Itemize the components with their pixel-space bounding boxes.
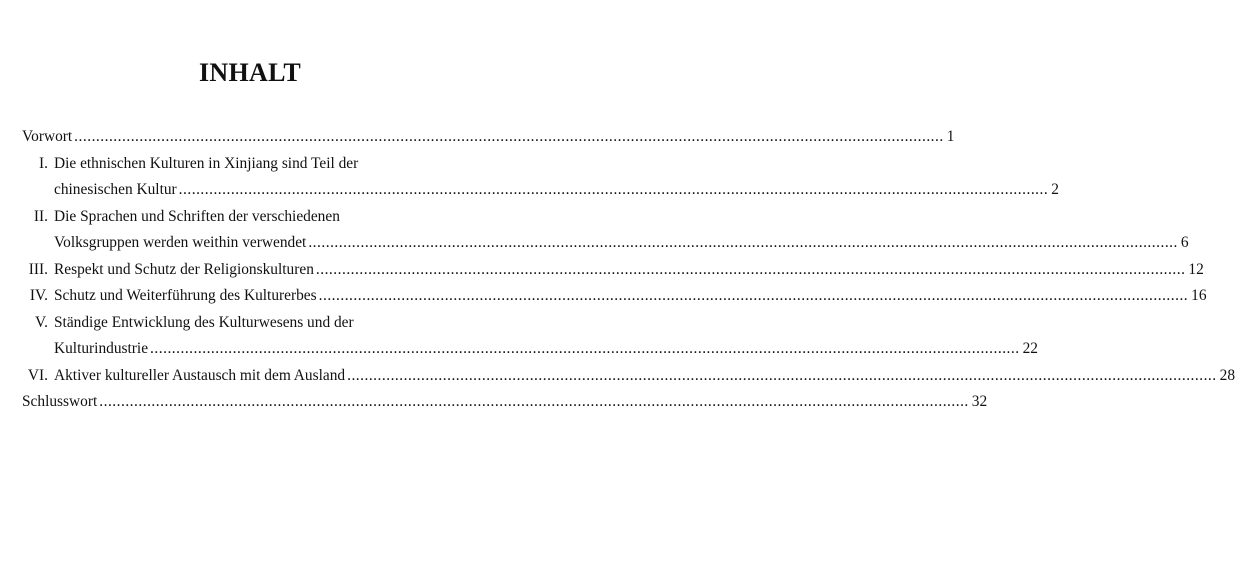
toc-entry-label: Schlusswort <box>22 393 98 410</box>
toc-entry-label: Schutz und Weiterführung des Kulturerbes <box>54 287 317 304</box>
toc-entry-label: Die Sprachen und Schriften der verschiedenen <box>54 207 340 225</box>
toc-page-number: 1 <box>946 128 955 145</box>
toc-entry-5-line1[interactable] <box>22 310 450 337</box>
toc-entry-label: Aktiver kultureller Austausch mit dem Ausland <box>54 366 346 384</box>
page-title: INHALT <box>199 58 301 87</box>
toc-entry-label: Respekt und Schutz der Religionskulturen <box>54 260 314 278</box>
toc-entry-6[interactable] <box>22 363 1235 390</box>
toc-entry-label: Die ethnischen Kulturen in Xinjiang sind Teil der <box>54 154 359 172</box>
table-of-contents <box>22 124 1235 416</box>
toc-page-number: 16 <box>1191 287 1207 304</box>
toc-page-number: 32 <box>971 393 988 410</box>
toc-entry-schlusswort[interactable] <box>22 389 988 416</box>
toc-page-number: 12 <box>1188 260 1204 278</box>
toc-entry-label-continued: Kulturindustrie <box>54 340 149 357</box>
dot-leader: ........................................................................................................................................................................................................ <box>315 260 1186 278</box>
toc-entry-2-line1[interactable] <box>22 204 450 231</box>
dot-leader: ........................................................................................................................................................................................................ <box>150 340 1020 357</box>
toc-page-number: 6 <box>1180 234 1189 251</box>
dot-leader: ........................................................................................................................................................................................................ <box>347 366 1217 384</box>
toc-entry-number: III. <box>28 260 48 278</box>
toc-entry-1-line1[interactable] <box>22 151 450 178</box>
toc-page-number: 22 <box>1022 340 1038 357</box>
toc-page-number: 2 <box>1051 181 1059 198</box>
toc-entry-number: IV. <box>29 287 48 304</box>
toc-entry-1-line2[interactable] <box>22 177 1059 204</box>
dot-leader: ........................................................................................................................................................................................................ <box>74 128 944 145</box>
toc-entry-label-continued: Volksgruppen werden weithin verwendet <box>54 234 307 251</box>
toc-entry-number: VI. <box>27 366 48 384</box>
toc-entry-number: I. <box>39 154 48 172</box>
dot-leader: ........................................................................................................................................................................................................ <box>178 181 1049 198</box>
toc-entry-2-line2[interactable] <box>22 230 1189 257</box>
dot-leader: ........................................................................................................................................................................................................ <box>318 287 1189 304</box>
toc-entry-label: Ständige Entwicklung des Kulturwesens und der <box>54 313 354 331</box>
toc-entry-label: Vorwort <box>22 128 73 145</box>
toc-entry-number: V. <box>35 313 48 331</box>
toc-entry-label-continued: chinesischen Kultur <box>54 181 177 198</box>
toc-entry-3[interactable] <box>22 257 1204 284</box>
dot-leader: ........................................................................................................................................................................................................ <box>308 234 1178 251</box>
toc-page-number: 28 <box>1219 366 1235 384</box>
toc-entry-number: II. <box>33 207 48 225</box>
toc-entry-5-line2[interactable] <box>22 336 1038 363</box>
dot-leader: ........................................................................................................................................................................................................ <box>99 393 969 410</box>
toc-entry-4[interactable] <box>22 283 1207 310</box>
toc-entry-vorwort[interactable] <box>22 124 955 151</box>
